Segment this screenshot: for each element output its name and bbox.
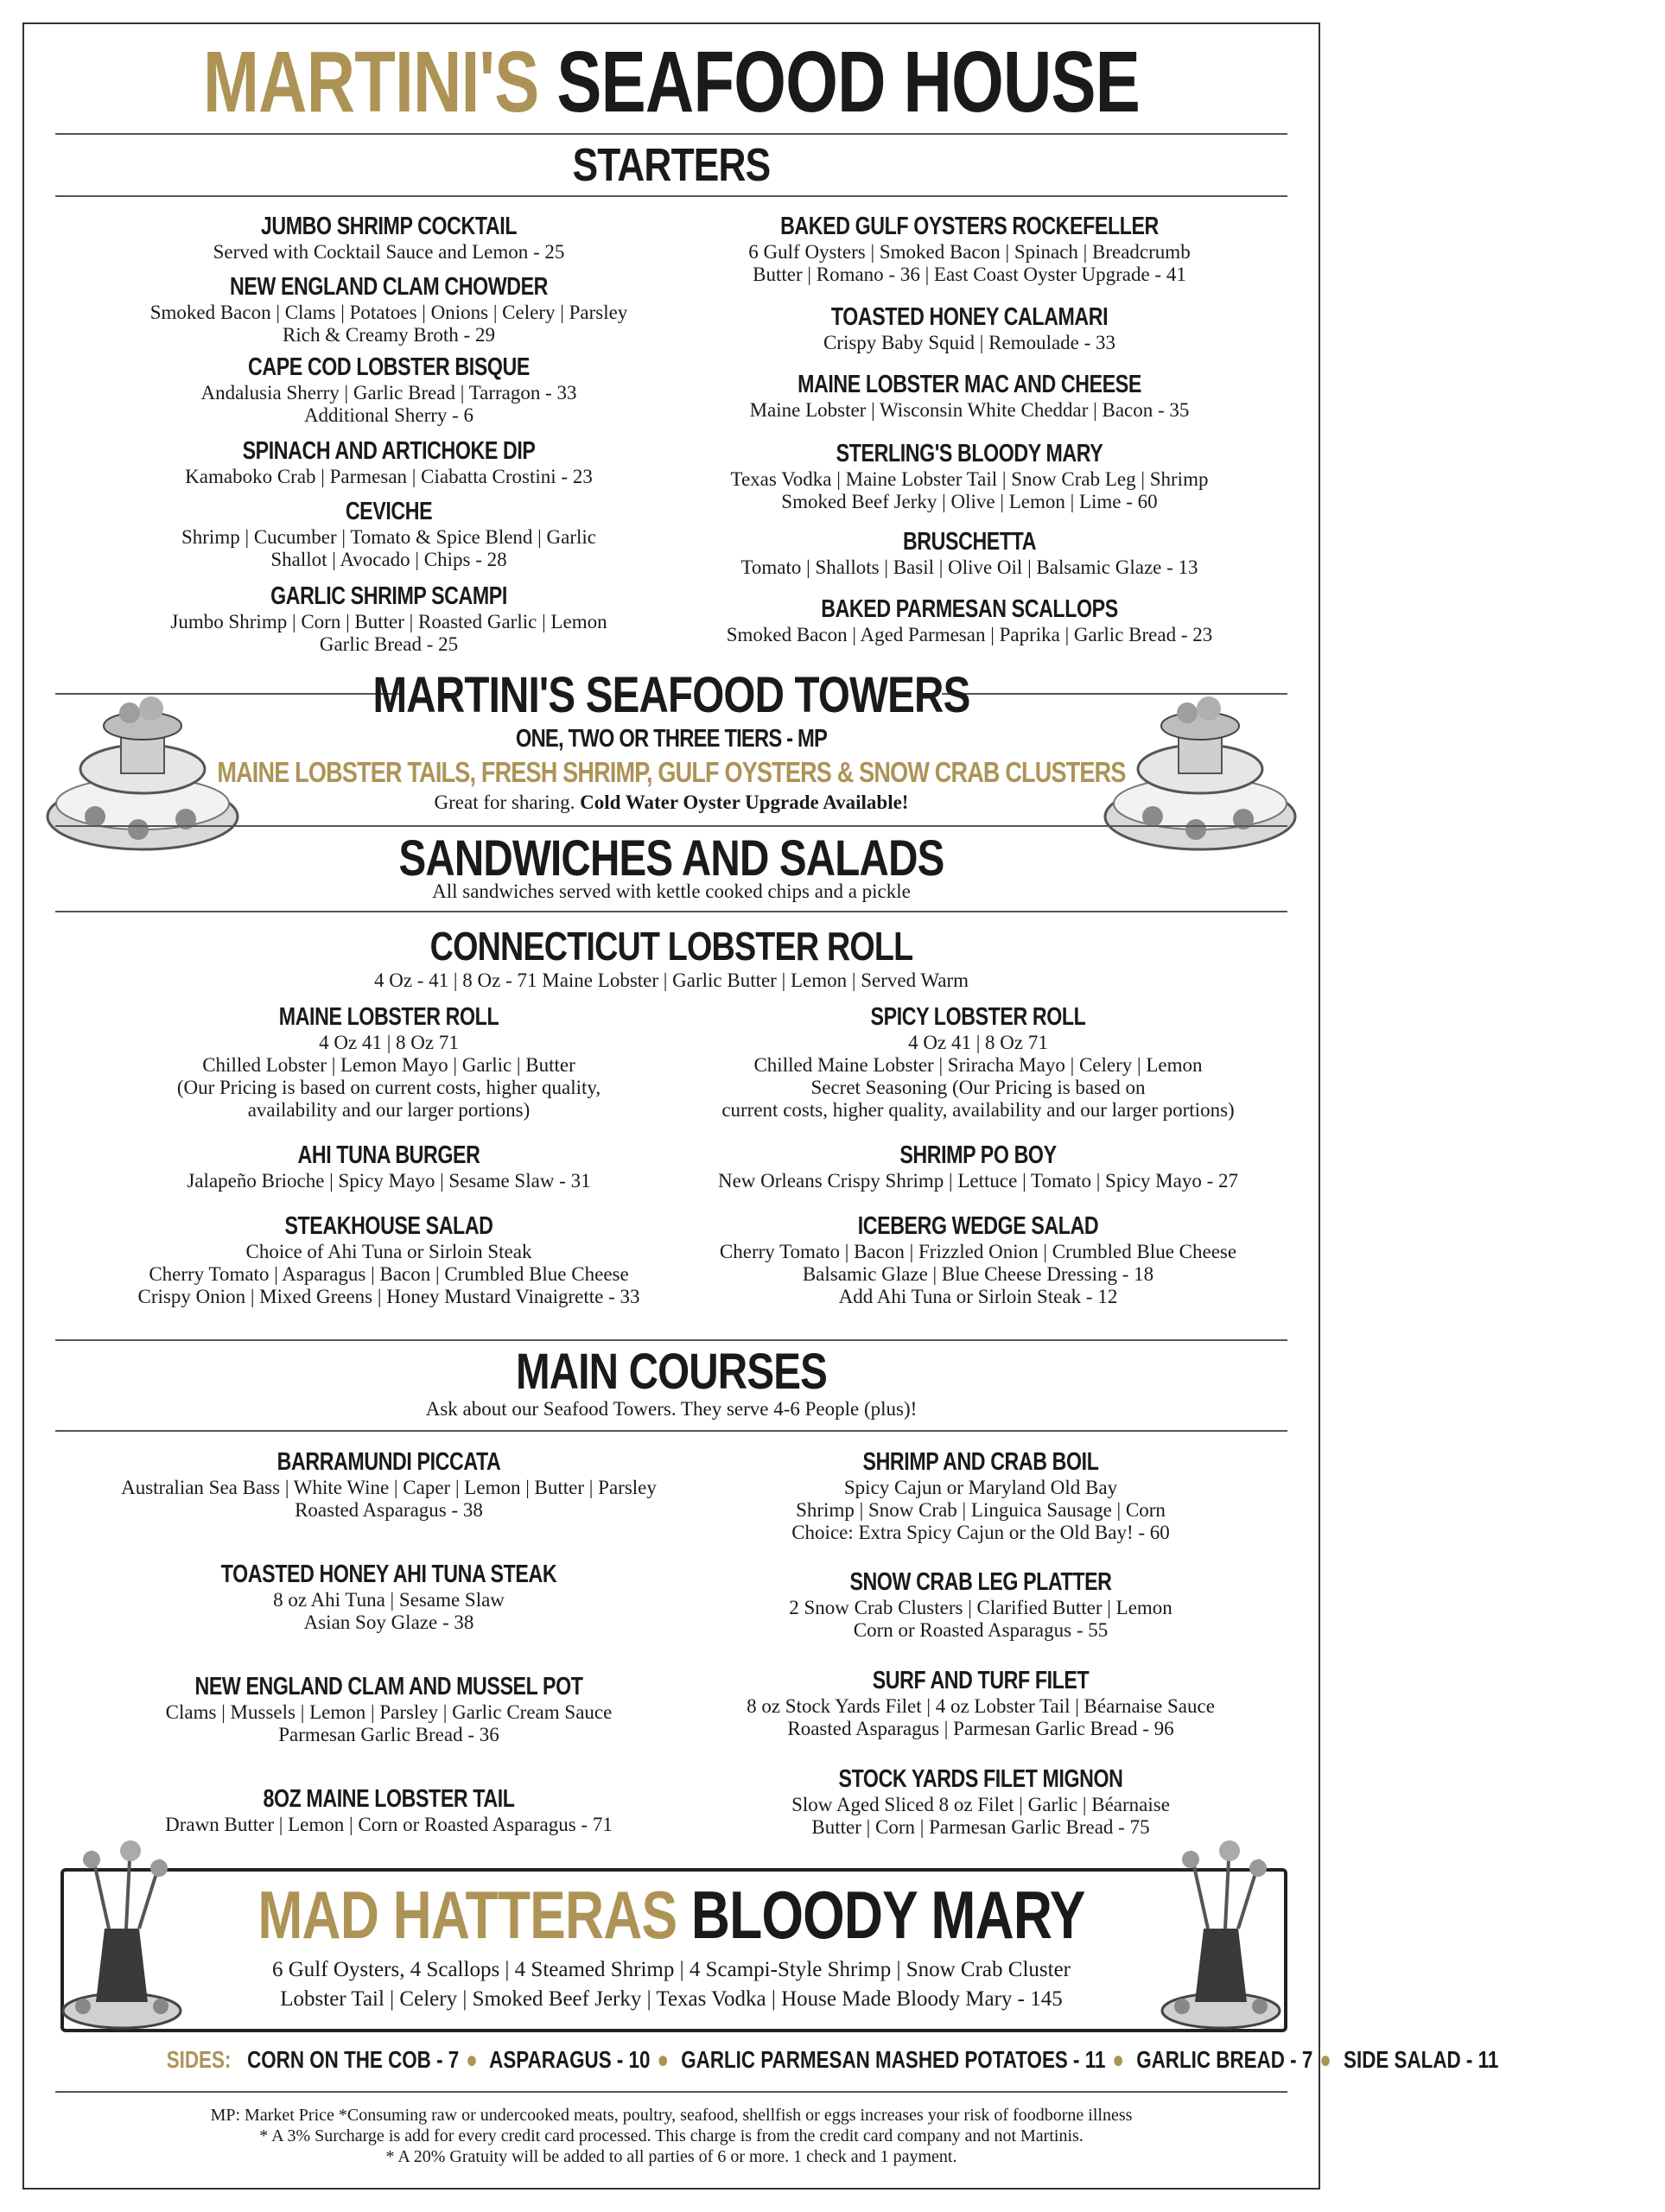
menu-item-name: TOASTED HONEY AHI TUNA STEAK <box>220 1560 557 1588</box>
menu-item-description: Tomato | Shallots | Basil | Olive Oil | Balsamic Glaze - 13 <box>740 556 1198 578</box>
menu-item-description: Jumbo Shrimp | Corn | Butter | Roasted Garlic | Lemon Garlic Bread - 25 <box>170 611 607 655</box>
divider <box>55 825 1287 827</box>
bloody-mary-title-black: BLOODY MARY <box>690 1877 1085 1953</box>
menu-item-description: Spicy Cajun or Maryland Old Bay Shrimp | Snow Crab | Linguica Sausage | Corn Choice: Extra Spicy Cajun or the Old Bay! - 60 <box>791 1477 1170 1543</box>
bullet-icon: ● <box>1319 2046 1331 2073</box>
menu-item-name: SPINACH AND ARTICHOKE DIP <box>242 437 536 465</box>
divider <box>55 2091 1287 2093</box>
menu-item-description: 2 Snow Crab Clusters | Clarified Butter | Lemon Corn or Roasted Asparagus - 55 <box>789 1597 1172 1641</box>
menu-item-name: NEW ENGLAND CLAM CHOWDER <box>229 273 548 301</box>
footer-line1: MP: Market Price *Consuming raw or undercooked meats, poultry, seafood, shellfish or eggs increases your risk of foodborne illness <box>210 2106 1133 2125</box>
menu-item-description: 6 Gulf Oysters | Smoked Bacon | Spinach | Breadcrumb Butter | Romano - 36 | East Coast Oyster Upgrade - 41 <box>748 241 1191 285</box>
towers-heading: MARTINI'S SEAFOOD TOWERS <box>372 667 970 723</box>
menu-item-description: 8 oz Stock Yards Filet | 4 oz Lobster Tail | Béarnaise Sauce Roasted Asparagus | Parmesan Garlic Bread - 96 <box>747 1695 1215 1739</box>
divider <box>55 133 1287 135</box>
menu-item <box>43 1672 734 1746</box>
menu-item-name: GARLIC SHRIMP SCAMPI <box>270 582 507 610</box>
divider <box>55 1339 1287 1341</box>
menu-item-description: 4 Oz 41 | 8 Oz 71 Chilled Lobster | Lemon Mayo | Garlic | Butter (Our Pricing is based on current costs, higher quality, availability and our larger portions) <box>176 1032 601 1121</box>
bullet-icon: ● <box>657 2046 669 2073</box>
menu-item-name: STERLING'S BLOODY MARY <box>836 440 1103 467</box>
side-item: GARLIC PARMESAN MASHED POTATOES - 11 <box>681 2046 1106 2073</box>
seafood-tower-image-left <box>43 665 242 855</box>
menu-item-description: Choice of Ahi Tuna or Sirloin Steak Cherry Tomato | Asparagus | Bacon | Crumbled Blue Cheese Crispy Onion | Mixed Greens | Honey Mustard Vinaigrette - 33 <box>137 1241 640 1307</box>
side-item: ASPARAGUS - 10 <box>489 2046 651 2073</box>
menu-item-name: ICEBERG WEDGE SALAD <box>857 1212 1099 1240</box>
menu-item-description: Kamaboko Crab | Parmesan | Ciabatta Crostini - 23 <box>185 466 593 487</box>
bullet-icon: ● <box>466 2046 478 2073</box>
menu-item <box>635 1567 1326 1642</box>
bloody-mary-line1: 6 Gulf Oysters, 4 Scallops | 4 Steamed Shrimp | 4 Scampi-Style Shrimp | Snow Crab Cluster <box>272 1958 1071 1981</box>
menu-item-description: Shrimp | Cucumber | Tomato & Spice Blend | Garlic Shallot | Avocado | Chips - 28 <box>181 526 596 570</box>
menu-item <box>635 1764 1326 1839</box>
menu-item-description: 8 oz Ahi Tuna | Sesame Slaw Asian Soy Glaze - 38 <box>273 1589 505 1633</box>
menu-item-name: TOASTED HONEY CALAMARI <box>830 303 1109 331</box>
menu-item-name: BAKED PARMESAN SCALLOPS <box>821 595 1118 623</box>
menu-item-name: CAPE COD LOBSTER BISQUE <box>248 353 530 381</box>
menu-item-name: BRUSCHETTA <box>902 528 1037 556</box>
towers-note-bold: Cold Water Oyster Upgrade Available! <box>580 791 909 813</box>
menu-item-description: Smoked Bacon | Clams | Potatoes | Onions | Celery | Parsley Rich & Creamy Broth - 29 <box>149 302 628 346</box>
menu-item <box>624 594 1315 646</box>
menu-item <box>43 1560 734 1634</box>
footer-line2: * A 3% Surcharge is add for every credit card processed. This charge is from the credit card company and not Martinis. <box>259 2126 1084 2145</box>
title-black: SEAFOOD HOUSE <box>556 34 1141 130</box>
bullet-icon: ● <box>1112 2046 1124 2073</box>
menu-item-description: Served with Cocktail Sauce and Lemon - 25 <box>213 241 565 263</box>
divider <box>55 195 1287 197</box>
menu-item <box>43 1447 734 1522</box>
feature-item-desc: 4 Oz - 41 | 8 Oz - 71 Maine Lobster | Garlic Butter | Lemon | Served Warm <box>373 969 969 991</box>
menu-item-description: Maine Lobster | Wisconsin White Cheddar | Bacon - 35 <box>749 399 1190 421</box>
menu-item-description: Texas Vodka | Maine Lobster Tail | Snow Crab Leg | Shrimp Smoked Beef Jerky | Olive | Lemon | Lime - 60 <box>730 468 1209 512</box>
side-item: GARLIC BREAD - 7 <box>1136 2046 1313 2073</box>
menu-item-name: SNOW CRAB LEG PLATTER <box>849 1568 1112 1596</box>
menu-item-description: Australian Sea Bass | White Wine | Caper | Lemon | Butter | Parsley Roasted Asparagus - 38 <box>121 1477 657 1521</box>
menu-item <box>624 527 1315 579</box>
towers-tiers: ONE, TWO OR THREE TIERS - MP <box>515 725 828 753</box>
menu-item-name: JUMBO SHRIMP COCKTAIL <box>260 213 518 240</box>
menu-item-name: SHRIMP PO BOY <box>899 1141 1057 1169</box>
bloody-mary-line2: Lobster Tail | Celery | Smoked Beef Jerky | Texas Vodka | House Made Bloody Mary - 145 <box>280 1987 1063 2011</box>
bloody-mary-glass-image-left <box>57 1834 187 2032</box>
mains-subheading: Ask about our Seafood Towers. They serve 4-6 People (plus)! <box>425 1398 918 1420</box>
divider <box>55 1430 1287 1432</box>
menu-item-description: 4 Oz 41 | 8 Oz 71 Chilled Maine Lobster | Sriracha Mayo | Celery | Lemon Secret Seasoning (Our Pricing is based on current costs, higher quality, availability and our larger portions) <box>721 1032 1235 1121</box>
menu-item-name: SPICY LOBSTER ROLL <box>870 1003 1086 1031</box>
menu-item <box>624 439 1315 513</box>
towers-note-plain: Great for sharing. <box>434 791 581 813</box>
menu-item-name: MAINE LOBSTER MAC AND CHEESE <box>798 371 1141 398</box>
menu-item <box>43 1784 734 1836</box>
menu-item <box>632 1211 1324 1308</box>
menu-item-name: NEW ENGLAND CLAM AND MUSSEL POT <box>194 1673 583 1700</box>
side-item: SIDE SALAD - 11 <box>1344 2046 1499 2073</box>
menu-item-description: Clams | Mussels | Lemon | Parsley | Garlic Cream Sauce Parmesan Garlic Bread - 36 <box>165 1701 613 1745</box>
menu-item <box>632 1002 1324 1122</box>
menu-item-description: Drawn Butter | Lemon | Corn or Roasted Asparagus - 71 <box>165 1814 613 1835</box>
seafood-tower-image-right <box>1101 665 1300 855</box>
feature-item-name: CONNECTICUT LOBSTER ROLL <box>429 924 913 969</box>
menu-item-name: SURF AND TURF FILET <box>872 1667 1090 1694</box>
sides-bar <box>0 2046 1499 2074</box>
menu-item-name: STEAKHOUSE SALAD <box>284 1212 493 1240</box>
footer-line3: * A 20% Gratuity will be added to all parties of 6 or more. 1 check and 1 payment. <box>385 2147 957 2166</box>
menu-item-name: AHI TUNA BURGER <box>297 1141 480 1169</box>
menu-item-description: New Orleans Crispy Shrimp | Lettuce | Tomato | Spicy Mayo - 27 <box>717 1170 1239 1192</box>
sandwiches-subheading: All sandwiches served with kettle cooked chips and a pickle <box>432 880 911 902</box>
menu-item <box>43 1211 734 1308</box>
menu-item <box>635 1666 1326 1740</box>
mains-heading: MAIN COURSES <box>515 1344 828 1400</box>
menu-item-name: 8OZ MAINE LOBSTER TAIL <box>263 1785 515 1813</box>
restaurant-title <box>148 35 1195 130</box>
menu-item-name: SHRIMP AND CRAB BOIL <box>862 1448 1099 1476</box>
menu-item-description: Jalapeño Brioche | Spicy Mayo | Sesame Slaw - 31 <box>187 1170 591 1192</box>
divider <box>55 911 1287 912</box>
sides-label: SIDES: <box>166 2046 232 2073</box>
bloody-mary-title-gold: MAD HATTERAS <box>257 1877 677 1953</box>
title-gold: MARTINI'S <box>202 34 539 130</box>
menu-item <box>43 1002 734 1122</box>
menu-item-name: CEVICHE <box>345 498 433 525</box>
towers-contents: MAINE LOBSTER TAILS, FRESH SHRIMP, GULF OYSTERS & SNOW CRAB CLUSTERS <box>217 756 1126 788</box>
menu-item-description: Smoked Bacon | Aged Parmesan | Paprika | Garlic Bread - 23 <box>726 624 1213 645</box>
menu-item-name: MAINE LOBSTER ROLL <box>278 1003 499 1031</box>
menu-item-name: BARRAMUNDI PICCATA <box>276 1448 501 1476</box>
sandwiches-heading: SANDWICHES AND SALADS <box>398 830 944 887</box>
menu-item-name: STOCK YARDS FILET MIGNON <box>838 1765 1123 1793</box>
bloody-mary-glass-image-right <box>1156 1834 1286 2032</box>
menu-item-description: Cherry Tomato | Bacon | Frizzled Onion | Crumbled Blue Cheese Balsamic Glaze | Blue Cheese Dressing - 18 Add Ahi Tuna or Sirloin Steak - 12 <box>719 1241 1237 1307</box>
menu-item <box>43 1141 734 1192</box>
menu-item <box>635 1447 1326 1544</box>
menu-item-name: BAKED GULF OYSTERS ROCKEFELLER <box>780 213 1159 240</box>
bloody-mary-title <box>134 1877 1208 1953</box>
starters-heading: STARTERS <box>572 139 771 191</box>
menu-item <box>624 370 1315 422</box>
side-item: CORN ON THE COB - 7 <box>247 2046 460 2073</box>
menu-item <box>624 302 1315 354</box>
menu-item <box>632 1141 1324 1192</box>
menu-item <box>624 212 1315 286</box>
menu-item-description: Slow Aged Sliced 8 oz Filet | Garlic | Béarnaise Butter | Corn | Parmesan Garlic Bread - 75 <box>791 1794 1170 1838</box>
menu-item-description: Crispy Baby Squid | Remoulade - 33 <box>823 332 1116 353</box>
menu-item-description: Andalusia Sherry | Garlic Bread | Tarragon - 33 Additional Sherry - 6 <box>200 382 577 426</box>
